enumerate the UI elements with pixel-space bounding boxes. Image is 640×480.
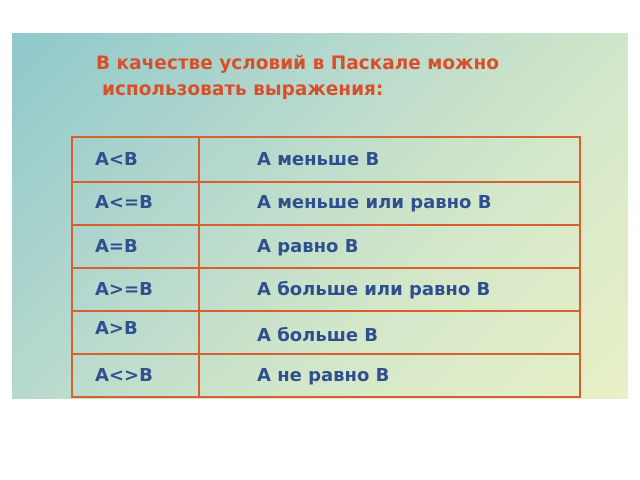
- table-row: [73, 310, 579, 353]
- expression-cell: A>=B: [95, 279, 153, 300]
- table-row: [73, 181, 579, 224]
- title-line-1: В качестве условий в Паскале можно: [96, 53, 499, 74]
- expression-cell: A>B: [95, 318, 138, 339]
- expression-cell: A<B: [95, 149, 138, 170]
- table-row: [73, 224, 579, 267]
- expression-cell: A<=B: [95, 192, 153, 213]
- meaning-cell: А меньше или равно В: [257, 192, 492, 213]
- slide: [12, 33, 628, 399]
- expression-cell: A<>B: [95, 365, 153, 386]
- title-line-2: использовать выражения:: [102, 79, 384, 100]
- table-row: [73, 138, 579, 181]
- expression-cell: A=B: [95, 236, 138, 257]
- table-row: [73, 353, 579, 396]
- meaning-cell: А больше В: [257, 325, 379, 346]
- meaning-cell: А не равно В: [257, 365, 390, 386]
- slide-title: [96, 51, 616, 103]
- meaning-cell: А равно В: [257, 236, 359, 257]
- meaning-cell: А больше или равно В: [257, 279, 491, 300]
- conditions-table: [71, 136, 581, 398]
- meaning-cell: А меньше В: [257, 149, 380, 170]
- table-row: [73, 267, 579, 310]
